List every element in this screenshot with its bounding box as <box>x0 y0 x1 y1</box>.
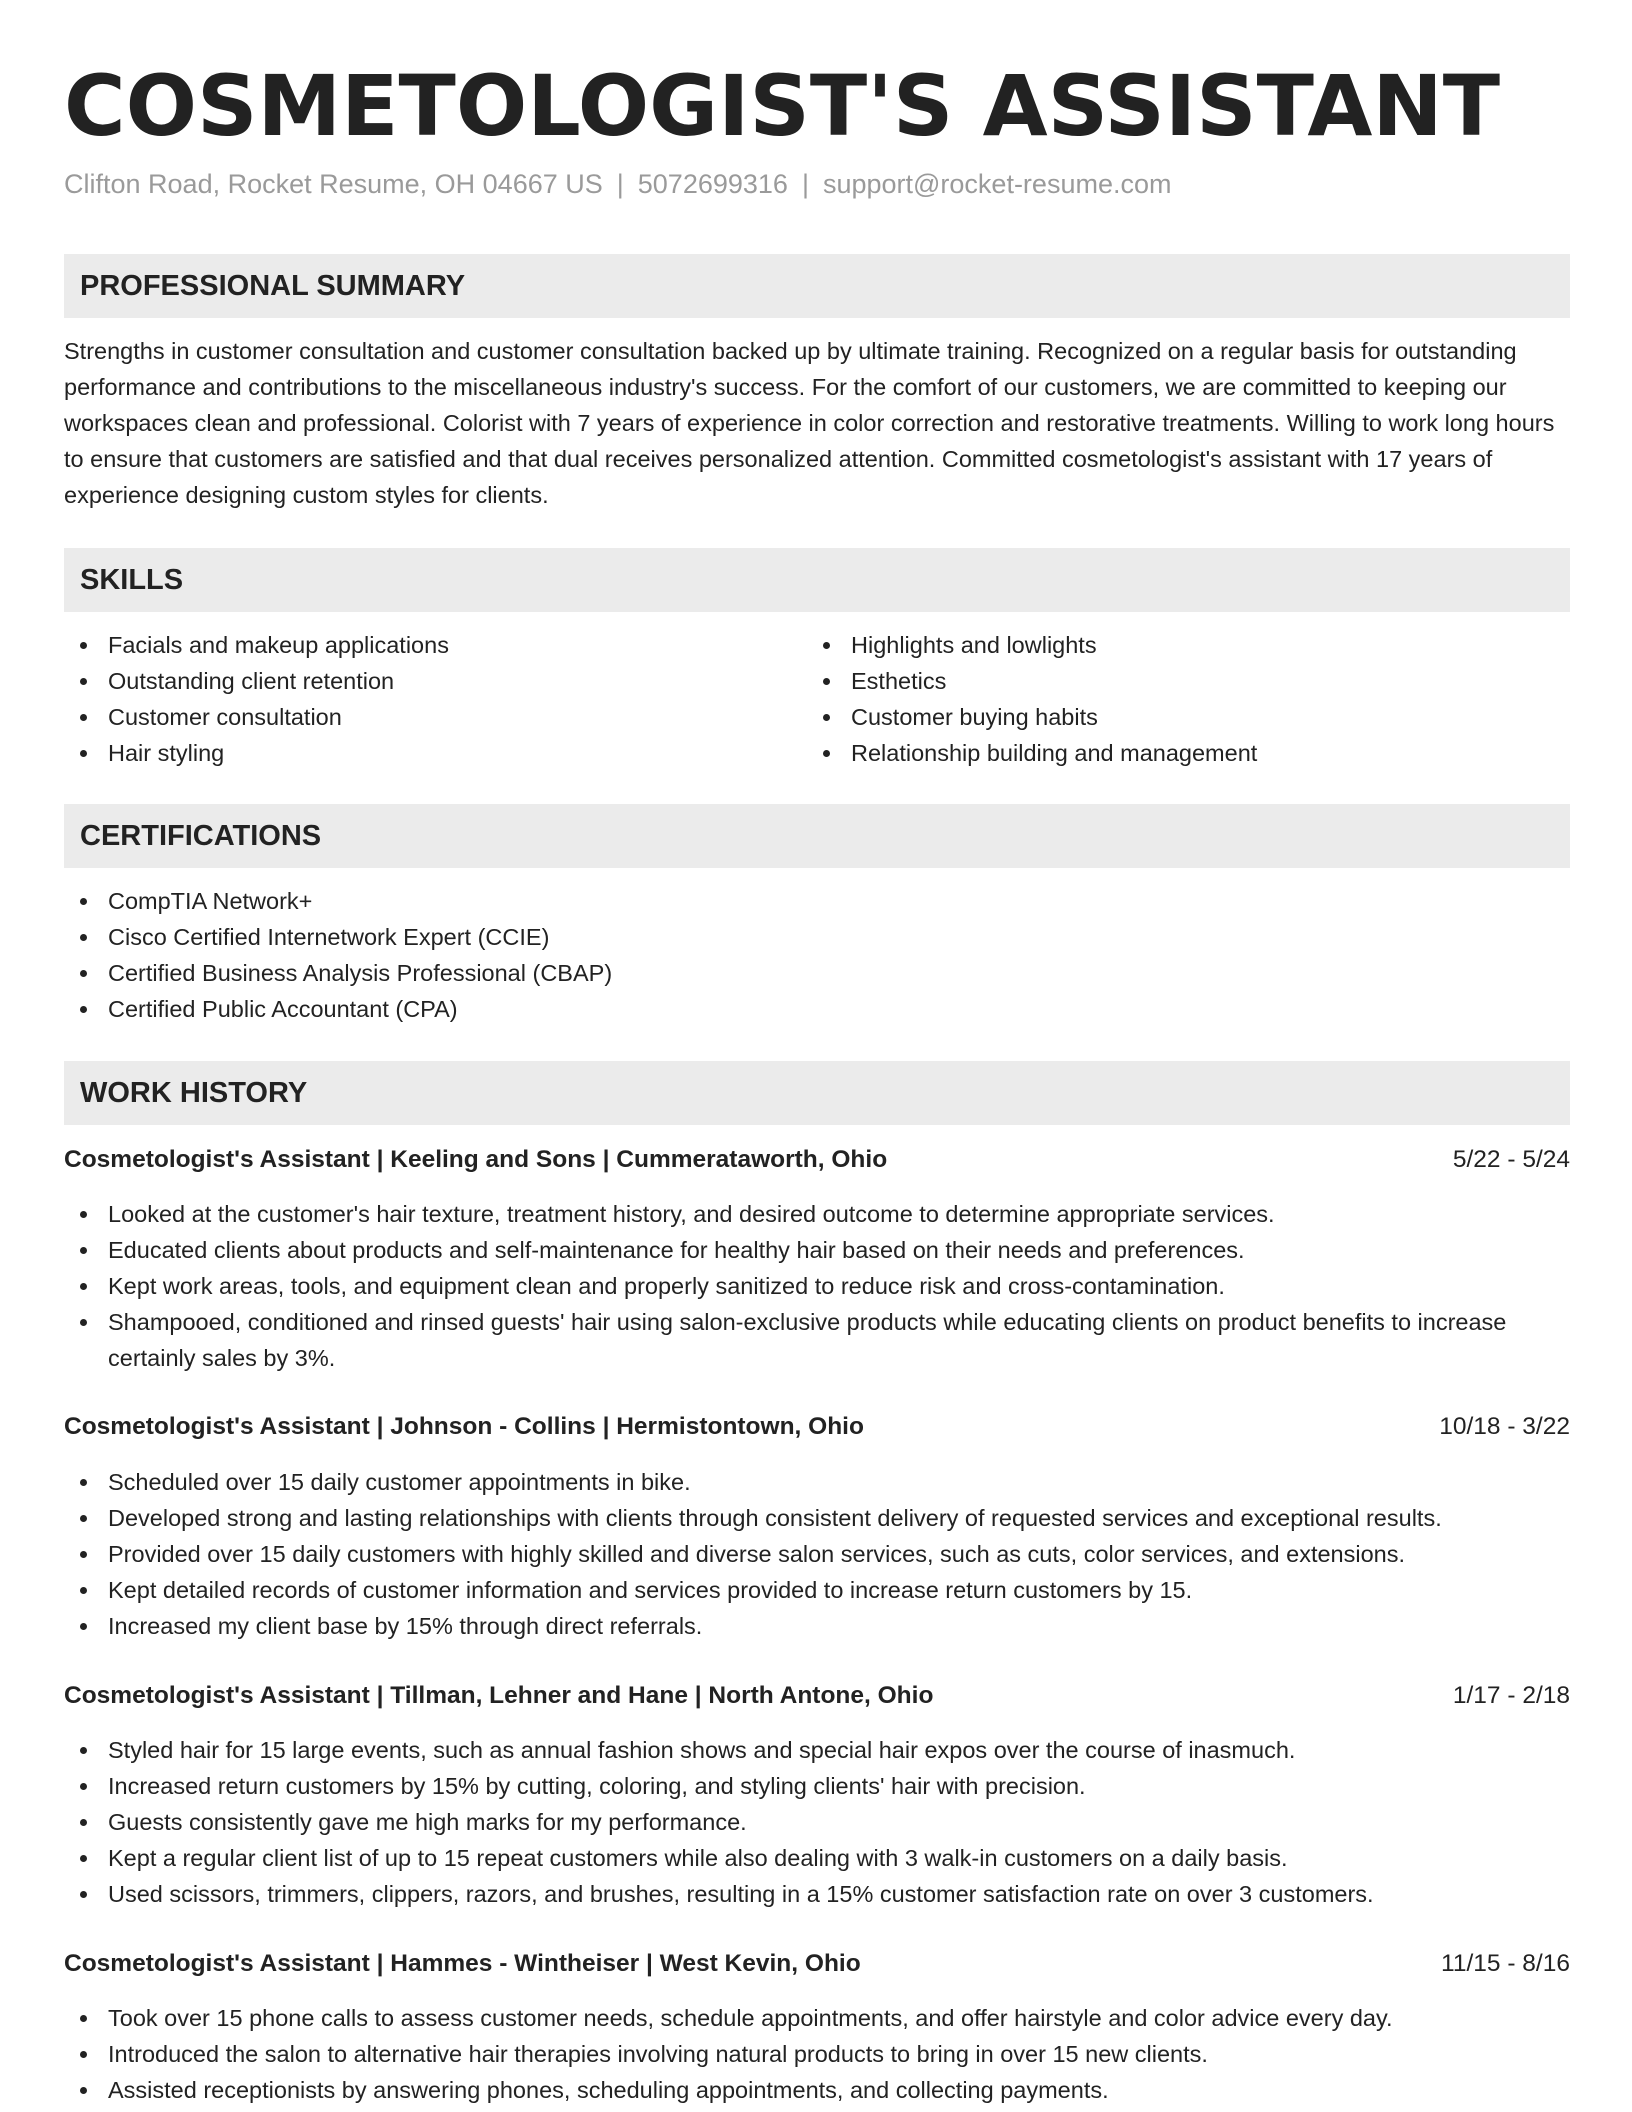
contact-phone: 5072699316 <box>637 169 788 199</box>
job-bullet: Provided over 15 daily customers with highly skilled and diverse salon services, such as cuts, color services, and extensions. <box>64 1536 1570 1572</box>
job-bullet: Increased return customers by 15% by cutting, coloring, and styling clients' hair with precision. <box>64 1768 1570 1804</box>
job-bullet: Took over 15 phone calls to assess customer needs, schedule appointments, and offer hairstyle and color advice every day. <box>64 2000 1570 2036</box>
job-title: Cosmetologist's Assistant | Johnson - Collins | Hermistontown, Ohio <box>64 1413 864 1440</box>
certification-item: Certified Business Analysis Professional (CBAP) <box>64 955 1570 991</box>
certification-item: CompTIA Network+ <box>64 883 1570 919</box>
section-heading-summary: PROFESSIONAL SUMMARY <box>64 254 1570 318</box>
skill-item: Highlights and lowlights <box>807 627 1547 663</box>
skill-item: Relationship building and management <box>807 735 1547 771</box>
job-dates: 5/22 - 5/24 <box>1452 1146 1570 1173</box>
job-bullet: Scheduled over 15 daily customer appointments in bike. <box>64 1464 1570 1500</box>
skills-list-left <box>64 627 804 771</box>
job-bullet: Developed strong and lasting relationships with clients through consistent delivery of requested services and exceptional results. <box>64 1500 1570 1536</box>
job-header <box>64 1678 1570 1714</box>
job-bullets <box>64 1196 1570 1376</box>
job-bullet: Assisted receptionists by answering phones, scheduling appointments, and collecting payments. <box>64 2072 1570 2108</box>
certification-item: Cisco Certified Internetwork Expert (CCIE) <box>64 919 1570 955</box>
job-bullet: Educated clients about products and self-maintenance for healthy hair based on their needs and preferences. <box>64 1232 1570 1268</box>
skill-item: Hair styling <box>64 735 804 771</box>
job-title: Cosmetologist's Assistant | Tillman, Lehner and Hane | North Antone, Ohio <box>64 1682 934 1709</box>
skills-list-right <box>807 627 1547 771</box>
job-bullet: Styled hair for 15 large events, such as annual fashion shows and special hair expos over the course of inasmuch. <box>64 1732 1570 1768</box>
certification-item: Certified Public Accountant (CPA) <box>64 991 1570 1027</box>
job-bullet: Used scissors, trimmers, clippers, razors, and brushes, resulting in a 15% customer satisfaction rate on over 3 customers. <box>64 1876 1570 1912</box>
job-bullets <box>64 2000 1570 2108</box>
skill-item: Esthetics <box>807 663 1547 699</box>
job-bullets <box>64 1732 1570 1912</box>
job-title: Cosmetologist's Assistant | Hammes - Wintheiser | West Kevin, Ohio <box>64 1950 861 1977</box>
job-bullet: Looked at the customer's hair texture, treatment history, and desired outcome to determine appropriate services. <box>64 1196 1570 1232</box>
job-bullet: Introduced the salon to alternative hair therapies involving natural products to bring in over 15 new clients. <box>64 2036 1570 2072</box>
job-header <box>64 1946 1570 1982</box>
candidate-name: COSMETOLOGIST'S ASSISTANT <box>64 57 1500 155</box>
job-bullet: Kept a regular client list of up to 15 repeat customers while also dealing with 3 walk-in customers on a daily basis. <box>64 1840 1570 1876</box>
job-bullet: Kept detailed records of customer information and services provided to increase return customers by 15. <box>64 1572 1570 1608</box>
job-header <box>64 1409 1570 1445</box>
job-header <box>64 1142 1570 1178</box>
skill-item: Outstanding client retention <box>64 663 804 699</box>
contact-line <box>64 166 1171 202</box>
job-title: Cosmetologist's Assistant | Keeling and Sons | Cummerataworth, Ohio <box>64 1146 888 1173</box>
skill-item: Facials and makeup applications <box>64 627 804 663</box>
job-bullet: Guests consistently gave me high marks for my performance. <box>64 1804 1570 1840</box>
job-dates: 10/18 - 3/22 <box>1439 1413 1570 1440</box>
job-dates: 1/17 - 2/18 <box>1452 1682 1570 1709</box>
job-bullet: Kept work areas, tools, and equipment clean and properly sanitized to reduce risk and cross-contamination. <box>64 1268 1570 1304</box>
section-heading-skills: SKILLS <box>64 548 1570 612</box>
professional-summary: Strengths in customer consultation and customer consultation backed up by ultimate training. Recognized on a regular basis for outstanding performance and contributions to the miscellaneous industry's success. For the comfort of our customers, we are committed to keeping our workspaces clean and professional. Colorist with 7 years of experience in color correction and restorative treatments. Willing to work long hours to ensure that customers are satisfied and that dual receives personalized attention. Committed cosmetologist's assistant with 17 years of experience designing custom styles for clients. <box>64 338 1555 508</box>
contact-address: Clifton Road, Rocket Resume, OH 04667 US <box>64 169 603 199</box>
section-heading-certifications: CERTIFICATIONS <box>64 804 1570 868</box>
contact-separator: | <box>801 169 809 199</box>
contact-email: support@rocket-resume.com <box>822 169 1172 199</box>
skill-item: Customer buying habits <box>807 699 1547 735</box>
job-dates: 11/15 - 8/16 <box>1441 1950 1570 1977</box>
section-heading-work-history: WORK HISTORY <box>64 1061 1570 1125</box>
contact-separator: | <box>616 169 624 199</box>
skill-item: Customer consultation <box>64 699 804 735</box>
certifications-list <box>64 883 1570 1027</box>
job-bullets <box>64 1464 1570 1644</box>
job-bullet: Shampooed, conditioned and rinsed guests' hair using salon-exclusive products while educating clients on product benefits to increase certainly sales by 3%. <box>64 1304 1570 1376</box>
job-bullet: Increased my client base by 15% through direct referrals. <box>64 1608 1570 1644</box>
